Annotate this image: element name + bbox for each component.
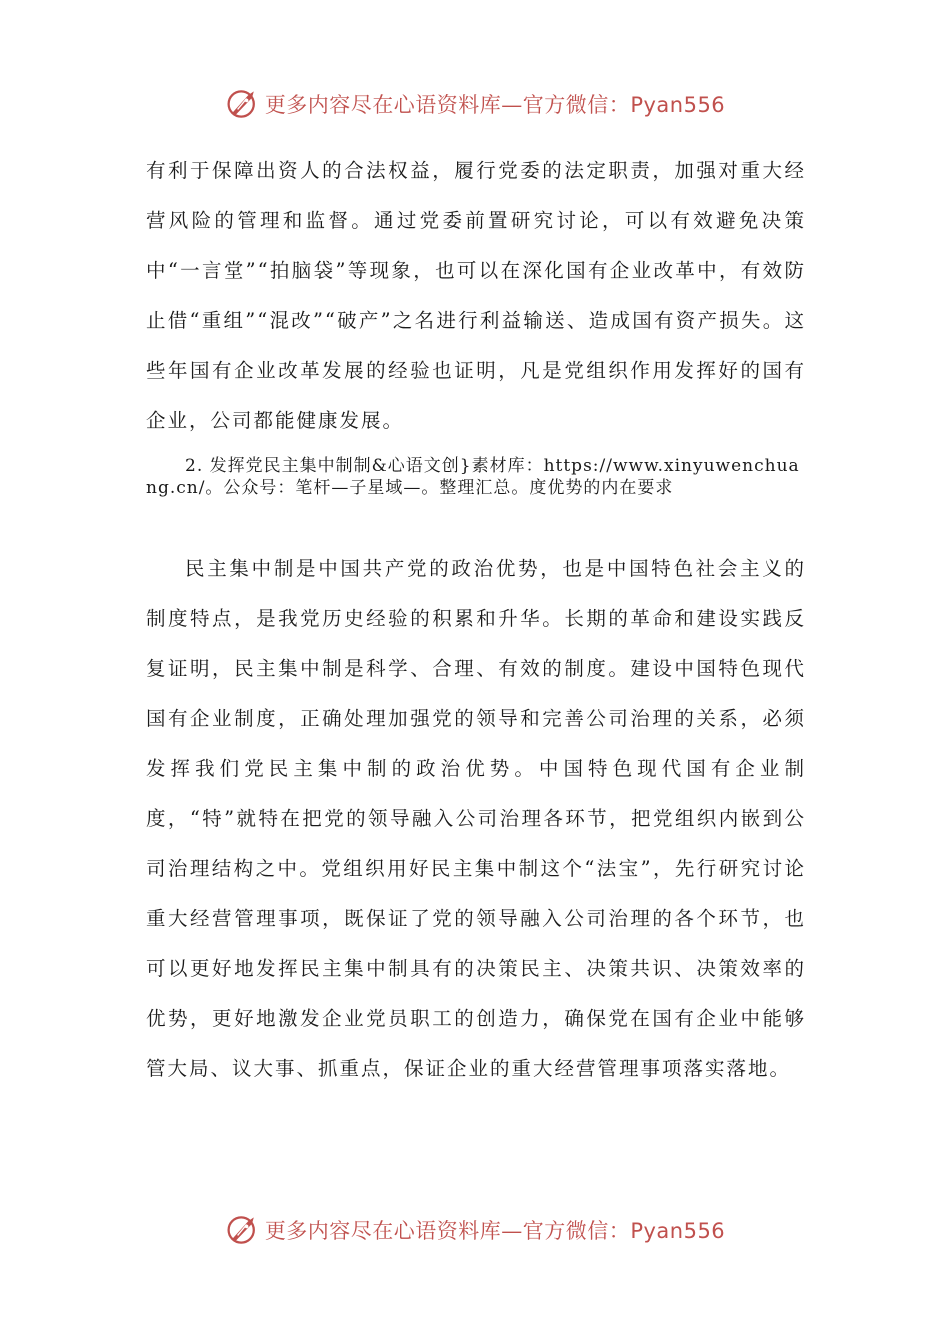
pen-nib-logo-icon <box>225 1212 261 1248</box>
pen-nib-logo-icon <box>225 86 261 122</box>
body-paragraph-1: 有利于保障出资人的合法权益，履行党委的法定职责，加强对重大经营风险的管理和监督。通过党委前置研究讨论，可以有效避免决策中“一言堂”“拍脑袋”等现象，也可以在深化国有企业改革中，有效防止借“重组”“混改”“破产”之名进行利益输送、造成国有资产损失。这些年国有企业改革发展的经验也证明，凡是党组织作用发挥好的国有企业，公司都能健康发展。 <box>146 159 806 432</box>
banner-title: 更多内容尽在心语资料库—官方微信：Pyan556 <box>264 93 726 117</box>
banner-title: 更多内容尽在心语资料库—官方微信：Pyan556 <box>264 1219 726 1243</box>
footer-banner <box>0 1210 950 1250</box>
wechat-id: Pyan556 <box>630 1219 726 1243</box>
section-heading: 2. 发挥党民主集中制制&心语文创}素材库：https://www.xinyuwenchuang.cn/。公众号：笔杆—子星域—。整理汇总。度优势的内在要求 <box>146 456 800 498</box>
header-banner <box>0 84 950 124</box>
body-paragraph-2: 民主集中制是中国共产党的政治优势，也是中国特色社会主义的制度特点，是我党历史经验的积累和升华。长期的革命和建设实践反复证明，民主集中制是科学、合理、有效的制度。建设中国特色现代国有企业制度，正确处理加强党的领导和完善公司治理的关系，必须发挥我们党民主集中制的政治优势。中国特色现代国有企业制度，“特”就特在把党的领导融入公司治理各环节，把党组织内嵌到公司治理结构之中。党组织用好民主集中制这个“法宝”，先行研究讨论重大经营管理事项，既保证了党的领导融入公司治理的各个环节，也可以更好地发挥民主集中制具有的决策民主、决策共识、决策效率的优势，更好地激发企业党员职工的创造力，确保党在国有企业中能够管大局、议大事、抓重点，保证企业的重大经营管理事项落实落地。 <box>146 557 806 1080</box>
wechat-id: Pyan556 <box>630 93 726 117</box>
